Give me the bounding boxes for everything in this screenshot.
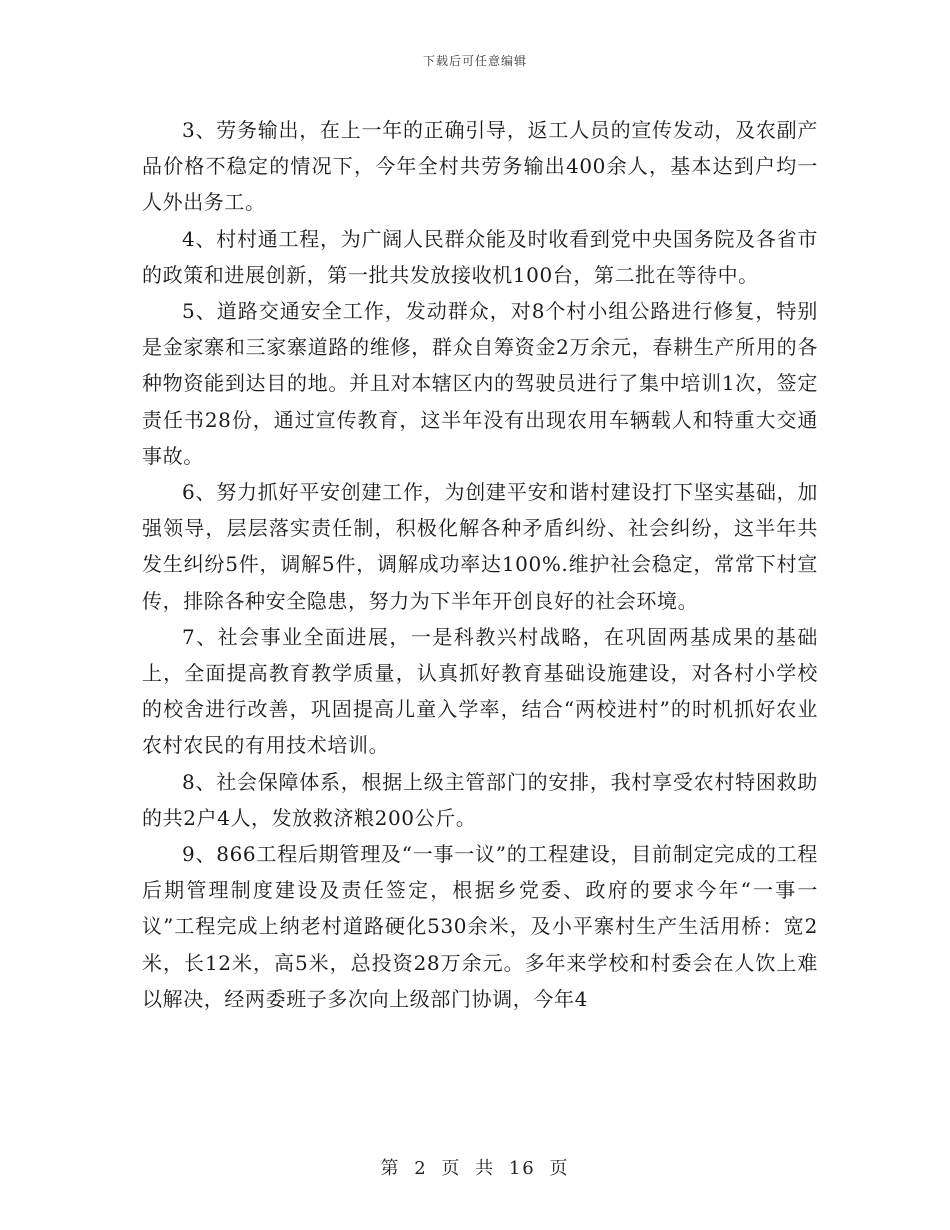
paragraph-project-construction: 9、866工程后期管理及“一事一议”的工程建设，目前制定完成的工程后期管理制度建设及责任签定，根据乡党委、政府的要求今年“一事一议”工程完成上纳老村道路硬化530余米，及小平寨村生产生活用桥：宽2米，长12米，高5米，总投资28万余元。多年来学校和村委会在人饮上难以解决，经两委班子多次向上级部门协调，今年4 [142,842,818,1011]
paragraph-village-broadcast: 4、村村通工程，为广阔人民群众能及时收看到党中央国务院及各省市的政策和进展创新，第一批共发放接收机100台，第二批在等待中。 [142,226,818,287]
paragraph-labor-export: 3、劳务输出，在上一年的正确引导，返工人员的宣传发动，及农副产品价格不稳定的情况下，今年全村共劳务输出400余人，基本达到户均一人外出务工。 [142,118,818,215]
page-number-footer: 第 2 页 共 16 页 [380,1158,570,1179]
document-body [142,112,818,1017]
page-header: 下载后可任意编辑 [422,54,527,68]
paragraph-safety-creation: 6、努力抓好平安创建工作，为创建平安和谐村建设打下坚实基础，加强领导，层层落实责任制，积极化解各种矛盾纠纷、社会纠纷，这半年共发生纠纷5件，调解5件，调解成功率达100%.维护社会稳定，常常下村宣传，排除各种安全隐患，努力为下半年开创良好的社会环境。 [142,480,818,613]
paragraph-road-safety: 5、道路交通安全工作，发动群众，对8个村小组公路进行修复，特别是金家寨和三家寨道路的维修，群众自筹资金2万余元，春耕生产所用的各种物资能到达目的地。并且对本辖区内的驾驶员进行了集中培训1次，签定责任书28份，通过宣传教育，这半年没有出现农用车辆载人和特重大交通事故。 [142,299,818,468]
paragraph-social-security: 8、社会保障体系，根据上级主管部门的安排，我村享受农村特困救助的共2户4人，发放救济粮200公斤。 [142,769,818,830]
paragraph-social-development: 7、社会事业全面进展，一是科教兴村战略，在巩固两基成果的基础上，全面提高教育教学质量，认真抓好教育基础设施建设，对各村小学校的校舍进行改善，巩固提高儿童入学率，结合“两校进村”的时机抓好农业农村农民的有用技术培训。 [142,624,818,758]
